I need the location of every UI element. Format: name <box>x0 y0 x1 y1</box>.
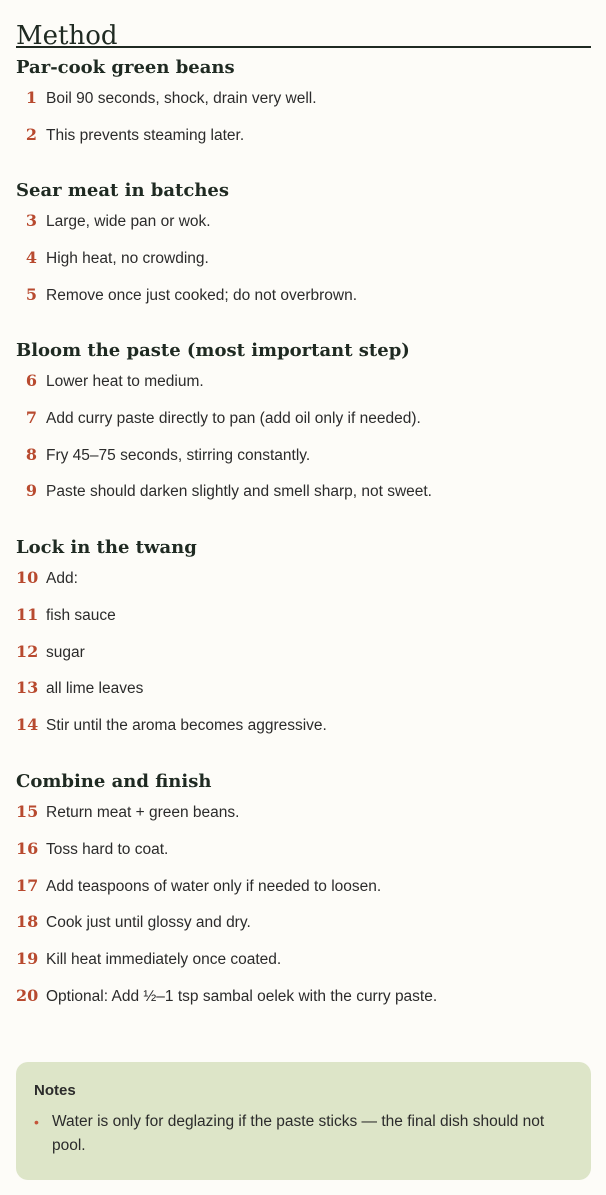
step-number: 19 <box>16 949 39 969</box>
step-text: Lower heat to medium. <box>46 372 204 390</box>
step-number: 15 <box>16 801 39 821</box>
step-text: Add: <box>46 569 78 587</box>
step-item <box>16 670 591 707</box>
step-item <box>16 473 591 510</box>
method-sections <box>16 56 591 1015</box>
step-number: 4 <box>25 247 37 267</box>
method-container <box>16 0 591 1015</box>
step-item <box>16 597 591 634</box>
step-number: 20 <box>16 985 39 1005</box>
note-item <box>34 1110 573 1158</box>
step-text: This prevents steaming later. <box>46 126 245 144</box>
step-text: Stir until the aroma becomes aggressive. <box>46 717 327 735</box>
step-number: 13 <box>16 678 39 698</box>
section-heading: Sear meat in batches <box>16 179 229 201</box>
step-item <box>16 240 591 277</box>
step-text: Add curry paste directly to pan (add oil only if needed). <box>46 409 421 427</box>
method-section <box>16 339 591 510</box>
step-item <box>16 904 591 941</box>
step-item <box>16 941 591 978</box>
step-text: sugar <box>46 643 85 661</box>
step-text: Remove once just cooked; do not overbrown. <box>46 286 358 304</box>
step-text: Return meat + green beans. <box>46 803 240 821</box>
method-section <box>16 56 591 154</box>
method-section <box>16 770 591 1015</box>
section-heading: Combine and finish <box>16 770 212 792</box>
method-title: Method <box>16 21 118 51</box>
step-text: Add teaspoons of water only if needed to loosen. <box>46 877 382 895</box>
step-list <box>16 560 591 744</box>
section-heading: Bloom the paste (most important step) <box>16 339 410 361</box>
step-number: 11 <box>16 604 39 624</box>
step-item <box>16 831 591 868</box>
step-item <box>16 80 591 117</box>
step-item <box>16 634 591 671</box>
step-item <box>16 437 591 474</box>
step-text: Boil 90 seconds, shock, drain very well. <box>46 90 317 107</box>
step-text: all lime leaves <box>46 680 144 698</box>
step-item <box>16 363 591 400</box>
method-section <box>16 536 591 744</box>
step-list <box>16 363 591 510</box>
step-text: Toss hard to coat. <box>46 840 169 858</box>
step-number: 12 <box>16 641 39 661</box>
step-text: Fry 45–75 seconds, stirring constantly. <box>46 446 311 464</box>
step-item <box>16 203 591 240</box>
step-number: 5 <box>25 284 37 304</box>
bullet-icon: • <box>34 1114 39 1130</box>
step-number: 1 <box>25 88 37 107</box>
note-text: Water is only for deglazing if the paste sticks — the final dish should not pool. <box>52 1113 545 1154</box>
step-item <box>16 868 591 905</box>
method-section <box>16 179 591 313</box>
step-text: Kill heat immediately once coated. <box>46 951 282 969</box>
step-number: 8 <box>25 444 37 464</box>
step-number: 6 <box>25 370 37 390</box>
step-item <box>16 560 591 597</box>
step-list <box>16 794 591 1015</box>
step-text: Cook just until glossy and dry. <box>46 914 251 932</box>
step-number: 2 <box>25 124 37 144</box>
section-heading: Lock in the twang <box>16 536 197 558</box>
step-item <box>16 400 591 437</box>
step-text: Optional: Add ½–1 tsp sambal oelek with the curry paste. <box>46 987 438 1005</box>
section-heading: Par-cook green beans <box>16 57 235 78</box>
step-number: 17 <box>16 875 39 895</box>
step-item <box>16 117 591 154</box>
step-number: 9 <box>25 481 37 501</box>
step-item <box>16 794 591 831</box>
step-item <box>16 978 591 1015</box>
notes-title: Notes <box>34 1082 76 1099</box>
step-item <box>16 707 591 744</box>
step-number: 16 <box>16 838 39 858</box>
step-item <box>16 277 591 314</box>
step-list <box>16 203 591 313</box>
step-number: 10 <box>16 567 39 587</box>
notes-box <box>16 1062 591 1180</box>
step-number: 3 <box>25 210 37 230</box>
step-text: High heat, no crowding. <box>46 249 209 267</box>
step-number: 14 <box>16 715 39 735</box>
step-number: 7 <box>25 407 37 427</box>
step-number: 18 <box>16 912 39 932</box>
step-text: Large, wide pan or wok. <box>46 212 211 230</box>
step-text: fish sauce <box>46 606 116 624</box>
step-text: Paste should darken slightly and smell sharp, not sweet. <box>46 483 432 501</box>
notes-list <box>34 1110 573 1158</box>
step-list <box>16 80 591 154</box>
